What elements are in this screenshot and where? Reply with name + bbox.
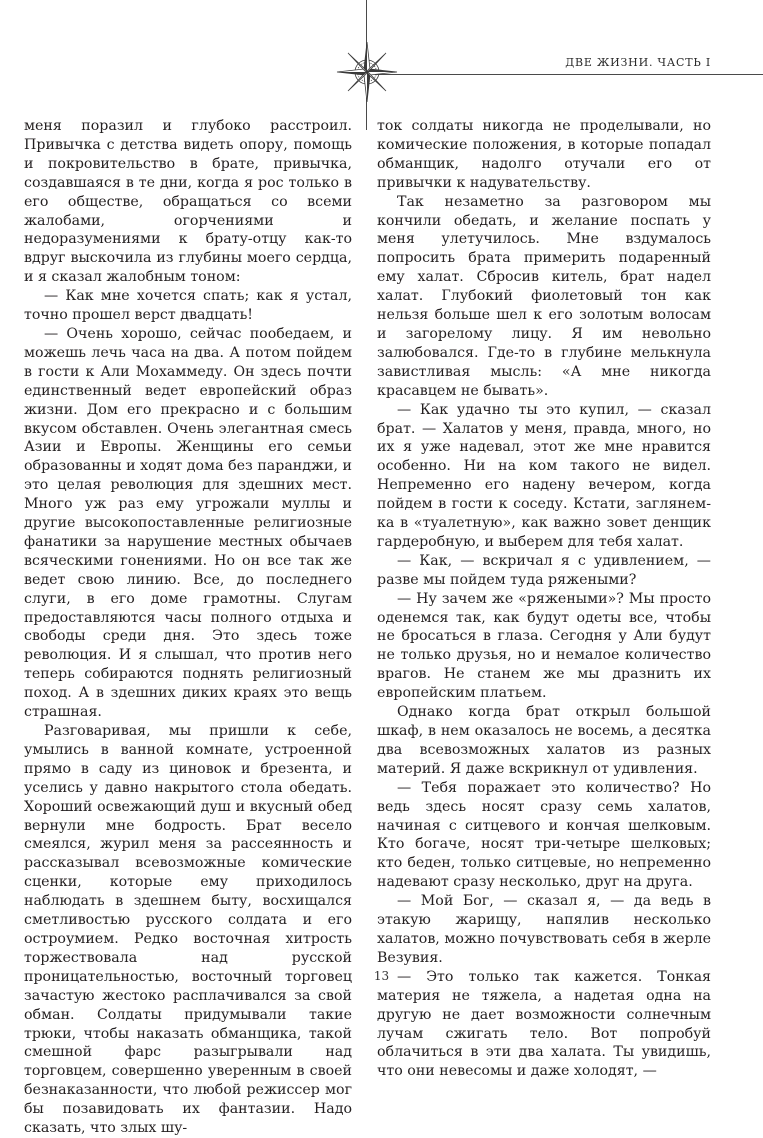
page-number: 13 (373, 969, 390, 983)
paragraph: Разговаривая, мы пришли к себе, умылись в ванной комнате, устроенной прямо в саду из циновок и брезента, и уселись у давно накрытого стола обедать. Хороший освежающий душ и вкусный обед вернули мне бодрость. Брат весело смеялся, журил меня за рассеянность и рассказывал всевозможные комические сценки, которые ему приходилось наблюдать в здешнем быту, восхищался сметливостью русского солдата и его остроумием. Редко восточная хитрость торжествовала над русской проницательностью, восточный торговец зачастую жестоко расплачивался за свой обман. Солдаты придумывали такие трюки, чтобы наказать обманщика, такой смешной фарс разыгрывали над торговцем, совершенно уверенным в своей безнаказанности, что любой режиссер мог бы позавидовать их фантазии. Надо сказать, что злых шу- (24, 723, 352, 1137)
right-column (377, 117, 711, 1081)
paragraph: меня поразил и глубоко расстроил. Привычка с детства видеть опору, помощь и покровительство в брате, привычка, создавшаяся в те дни, когда я рос только в его обществе, обращаться со всеми жалобами, огорчениями и недоразумениями к брату-отцу как-то вдруг выскочила из глубины моего сердца, и я сказал жалобным тоном: (24, 118, 352, 286)
paragraph: ток солдаты никогда не проделывали, но комические положения, в которые попадал обманщик, надолго отучали его от привычки к надувательству. (377, 118, 711, 191)
paragraph: — Очень хорошо, сейчас пообедаем, и можешь лечь часа на два. А потом пойдем в гости к Али Мохаммеду. Он здесь почти единственный ведет европейский образ жизни. Дом его прекрасно и с большим вкусом обставлен. Очень элегантная смесь Азии и Европы. Женщины его семьи образованны и ходят дома без паранджи, и это целая революция для здешних мест. Много уж раз ему угрожали муллы и другие высокопоставленные религиозные фанатики за нарушение местных обычаев всяческими гонениями. Но он все так же ведет свою линию. Все, до последнего слуги, в его доме грамотны. Слугам предоставляются часы полного отдыха и свободы среди дня. Это здесь тоже революция. И я слышал, что против него теперь собираются поднять религиозный поход. А в здешних диких краях это вещь страшная. (24, 325, 352, 721)
paragraph: — Как, — вскричал я с удивлением, — разве мы пойдем туда ряжеными? (377, 552, 711, 588)
running-head: ДВЕ ЖИЗНИ. ЧАСТЬ I (565, 56, 711, 69)
compass-rose-icon (336, 41, 398, 103)
paragraph: — Мой Бог, — сказал я, — да ведь в этакую жарищу, напялив несколько халатов, можно почувствовать себя в жерле Везувия. (377, 893, 711, 966)
paragraph: — Как мне хочется спать; как я устал, точно прошел верст двадцать! (24, 288, 352, 324)
paragraph: — Ну зачем же «ряжеными»? Мы просто оденемся так, как будут одеты все, чтобы не бросаться в глаза. Сегодня у Али будут не только друзья, но и немалое количество врагов. Не станем же мы дразнить их европейским платьем. (377, 590, 711, 702)
paragraph: — Как удачно ты это купил, — сказал брат. — Халатов у меня, правда, много, но их я уже надевал, этот же мне нравится особенно. Ни на ком такого не видел. Непременно его надену вечером, когда пойдем в гости к соседу. Кстати, заглянем-ка в «туалетную», как важно зовет денщик гардеробную, и выберем для тебя халат. (377, 401, 711, 550)
paragraph: — Тебя поражает это количество? Но ведь здесь носят сразу семь халатов, начиная с ситцевого и кончая шелковым. Кто богаче, носят три-четыре шелковых; кто беден, только ситцевые, но непременно надевают сразу несколько, друг на друга. (377, 779, 711, 891)
paragraph: — Это только так кажется. Тонкая материя не тяжела, а надетая одна на другую не дает возможности солнечным лучам сжигать тело. Вот попробуй облачиться в эти два халата. Ты увидишь, что они невесомы и даже холодят, — (377, 968, 711, 1080)
paragraph: Так незаметно за разговором мы кончили обедать, и желание поспать у меня улетучилось. Мне вздумалось попросить брата примерить подаренный ему халат. Сбросив китель, брат надел халат. Глубокий фиолетовый тон как нельзя больше шел к его золотым волосам и загорелому лицу. Я им невольно залюбовался. Где-то в глубине мелькнула завистливая мысль: «А мне никогда красавцем не бывать». (377, 193, 711, 399)
header-horizontal-rule (375, 74, 763, 75)
left-column (24, 117, 352, 1138)
paragraph: Однако когда брат открыл большой шкаф, в нем оказалось не восемь, а десятка два всевозможных халатов из разных материй. Я даже вскрикнул от удивления. (377, 704, 711, 777)
